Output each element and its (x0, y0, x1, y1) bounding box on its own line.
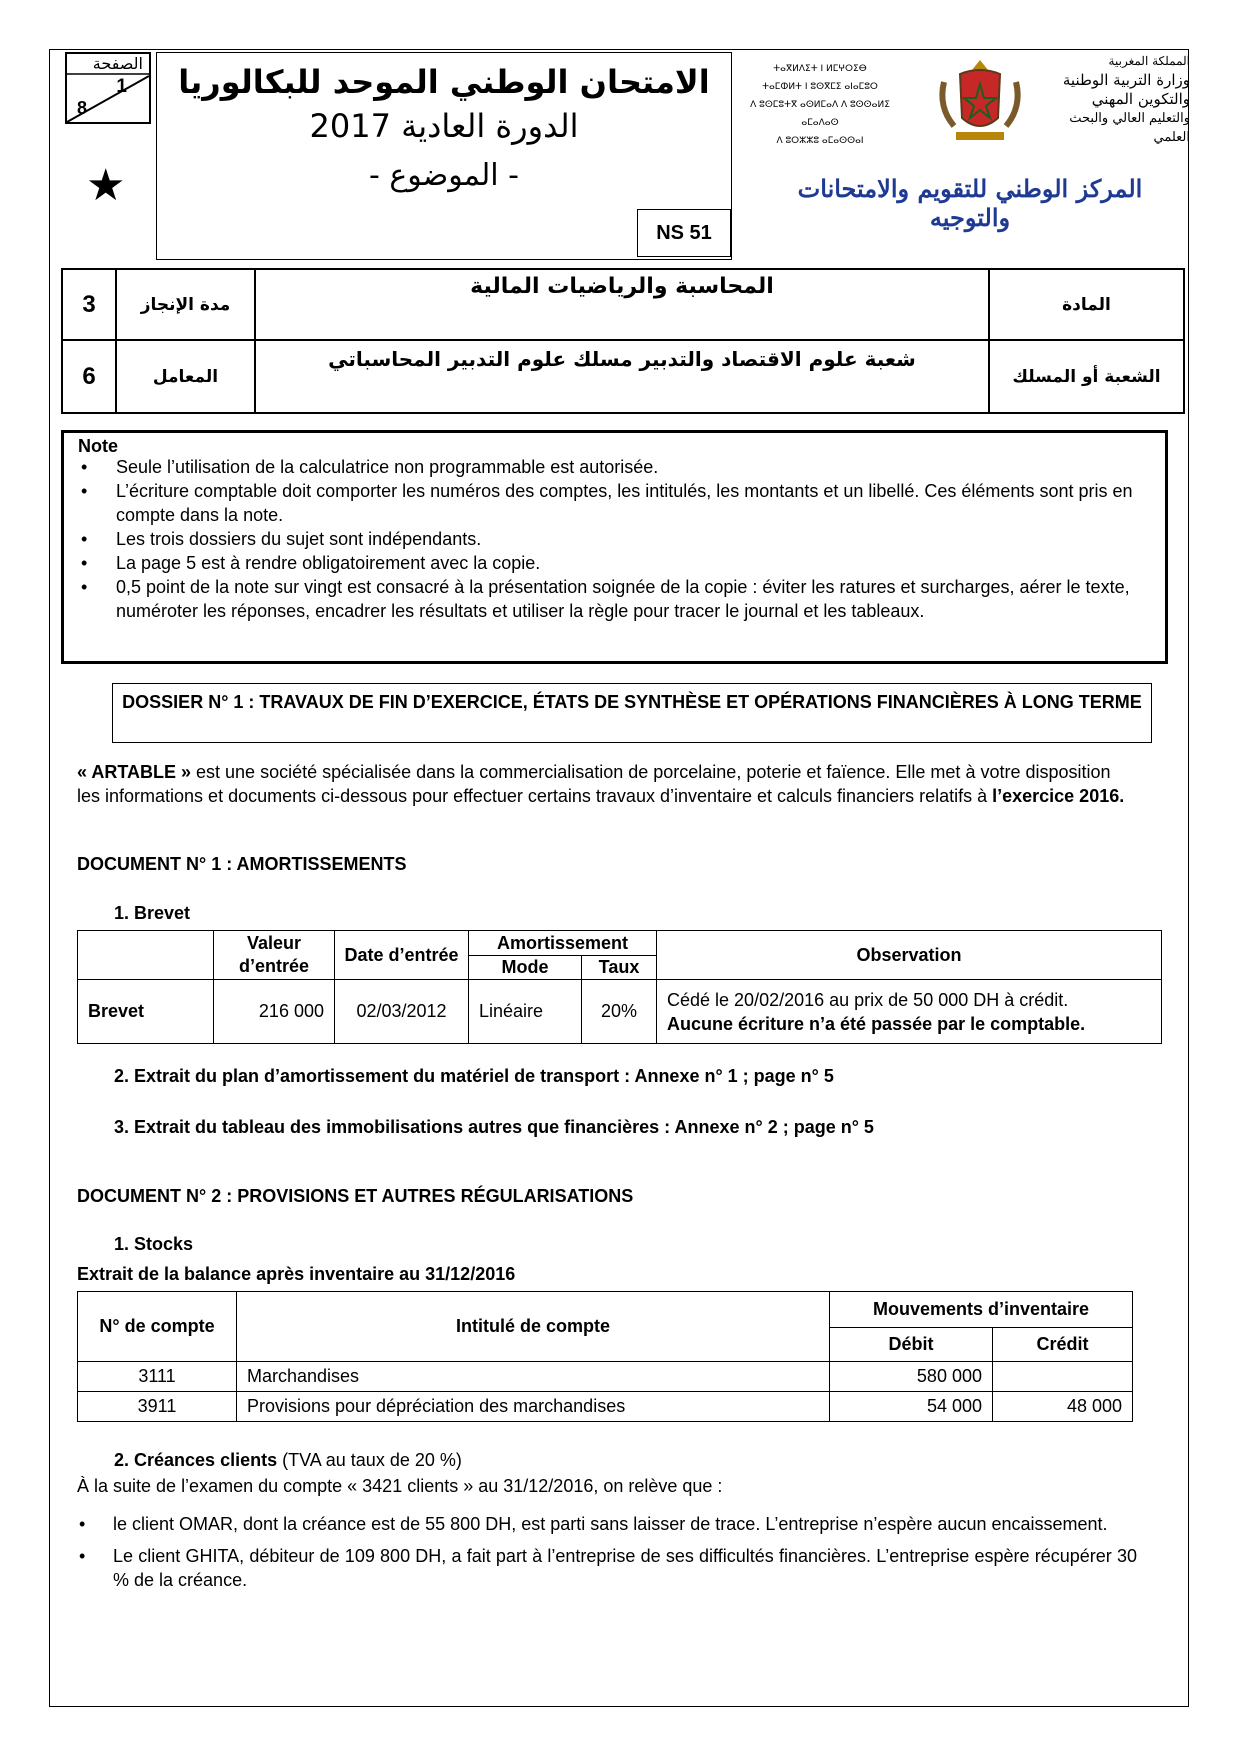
row-credit (993, 1362, 1133, 1392)
subject-label-cell: المادة (989, 269, 1184, 340)
observation-line-2: Aucune écriture n’a été passée par le comptable. (667, 1013, 1086, 1034)
intro-text: est une société spécialisée dans la commercialisation de porcelaine, poterie et faïence. Elle met à votre disposition les informations et documents ci-dessous pour effectuer certains travaux d’inventaire et calculs financiers relatifs à (77, 762, 1111, 806)
note-title: Note (78, 436, 118, 456)
observation-line-1: Cédé le 20/02/2016 au prix de 50 000 DH à crédit. (667, 989, 1069, 1010)
note-item: • Les trois dossiers du sujet sont indépendants. (78, 527, 1148, 551)
cell-mode: Linéaire (469, 980, 582, 1044)
tifinagh-line: ⴷ ⵓⵔⵣⵣⵓ ⴰⵎⴰⵙⵙⴰⵏ (776, 136, 864, 146)
brevet-table-corner (78, 931, 214, 980)
star-icon: ★ (86, 161, 126, 210)
cell-taux: 20% (582, 980, 657, 1044)
header-credit: Crédit (993, 1328, 1133, 1362)
header-observation: Observation (657, 931, 1162, 980)
exam-info-table (61, 268, 1185, 414)
creance-item: • Le client GHITA, débiteur de 109 800 DH, a fait part à l’entreprise de ses difficultés financières. L’entreprise espère récupérer 30 % de la créance. (77, 1544, 1137, 1592)
subject-label: - الموضوع - (369, 158, 519, 193)
page-number: 1 (116, 76, 127, 97)
doc1-item-1: 1. Brevet (114, 903, 191, 923)
duration-label: مدة الإنجاز (116, 269, 255, 340)
note-item: • 0,5 point de la note sur vingt est consacré à la présentation soignée de la copie : éviter les ratures et surcharges, aérer le texte, numéroter les réponses, encadrer les résultats et utiliser la règle pour tracer le journal et les tableaux. (78, 575, 1148, 623)
tifinagh-header (740, 60, 900, 150)
dossier-1-title: DOSSIER N° 1 : TRAVAUX DE FIN D’EXERCICE, ÉTATS DE SYNTHÈSE ET OPÉRATIONS FINANCIÈRES À LONG TERME (112, 683, 1152, 743)
branch-label: الشعبة أو المسلك (989, 340, 1184, 413)
header-intitule: Intitulé de compte (237, 1292, 830, 1362)
creances-list (77, 1512, 1137, 1592)
row-credit: 48 000 (993, 1392, 1133, 1422)
header-amortissement: Amortissement (469, 931, 657, 956)
row-brevet-label: Brevet (78, 980, 214, 1044)
ministry-header (1040, 52, 1190, 147)
header-valeur: Valeur d’entrée (214, 931, 335, 980)
creances-title: 2. Créances clients (114, 1450, 278, 1470)
branch-value: شعبة علوم الاقتصاد والتدبير مسلك علوم التدبير المحاسباتي (255, 340, 989, 413)
company-name: « ARTABLE » (77, 762, 192, 782)
ministry-line: وزارة التربية الوطنية (1062, 71, 1190, 89)
header-date: Date d’entrée (335, 931, 469, 980)
creance-item: • le client OMAR, dont la créance est de 55 800 DH, est parti sans laisser de trace. L’entreprise n’espère aucun encaissement. (77, 1512, 1137, 1536)
balance-title: Extrait de la balance après inventaire au 31/12/2016 (77, 1264, 516, 1284)
row-compte: 3111 (78, 1362, 237, 1392)
doc2-item-1: 1. Stocks (114, 1234, 194, 1254)
row-intitule: Marchandises (237, 1362, 830, 1392)
cell-valeur: 216 000 (214, 980, 335, 1044)
note-box (61, 430, 1168, 664)
balance-table (77, 1291, 1133, 1422)
row-debit: 580 000 (830, 1362, 993, 1392)
doc2-item-2 (114, 1448, 1174, 1472)
page-number-box (65, 52, 151, 124)
tifinagh-line: ⵜⴰⴳⵍⴷⵉⵜ ⵏ ⵍⵎⵖⵔⵉⴱ (773, 64, 867, 74)
center-name: المركز الوطني للتقويم والامتحانات والتوجيه (797, 174, 1143, 232)
header-debit: Débit (830, 1328, 993, 1362)
cell-date: 02/03/2012 (335, 980, 469, 1044)
brevet-table (77, 930, 1162, 1044)
header-compte: N° de compte (78, 1292, 237, 1362)
row-debit: 54 000 (830, 1392, 993, 1422)
row-compte: 3911 (78, 1392, 237, 1422)
subject-value: المحاسبة والرياضيات المالية (255, 269, 989, 340)
header-mode: Mode (469, 956, 582, 980)
cell-observation (657, 980, 1162, 1044)
creances-tva: (TVA au taux de 20 %) (277, 1450, 462, 1470)
duration-value: 3 (62, 269, 116, 340)
creances-intro: À la suite de l’examen du compte « 3421 clients » au 31/12/2016, on relève que : (77, 1476, 723, 1496)
header-taux: Taux (582, 956, 657, 980)
doc1-item-3: 3. Extrait du tableau des immobilisations autres que financières : Annexe n° 2 ; page n° 5 (114, 1117, 874, 1137)
doc1-item-2: 2. Extrait du plan d’amortissement du matériel de transport : Annexe n° 1 ; page n° 5 (114, 1066, 834, 1086)
intro-exercise: l’exercice 2016. (992, 786, 1125, 806)
exam-title: الامتحان الوطني الموحد للبكالوريا (178, 63, 710, 101)
ministry-line: والتعليم العالي والبحث العلمي (1069, 111, 1190, 145)
tifinagh-line: ⴷ ⵓⵙⵎⵓⵜⴳ ⴰⵙⵍⵎⴰⴷ ⴷ ⵓⵙⵙⴰⵍⵉ ⴰⵎⴰⴷⴰⵙ (750, 100, 890, 128)
page-label: الصفحة (92, 54, 143, 73)
document-2-title: DOCUMENT N° 2 : PROVISIONS ET AUTRES RÉGULARISATIONS (77, 1186, 634, 1206)
document-1-title: DOCUMENT N° 1 : AMORTISSEMENTS (77, 854, 407, 874)
page-total: 8 (77, 98, 88, 118)
intro-paragraph (77, 760, 1137, 808)
note-item: • Seule l’utilisation de la calculatrice non programmable est autorisée. (78, 455, 1148, 479)
ministry-line: والتكوين المهني (1091, 90, 1190, 108)
coef-label: المعامل (116, 340, 255, 413)
exam-code: NS 51 (637, 209, 731, 257)
note-item: • La page 5 est à rendre obligatoirement avec la copie. (78, 551, 1148, 575)
header-mouvements: Mouvements d’inventaire (830, 1292, 1133, 1328)
row-intitule: Provisions pour dépréciation des marchandises (237, 1392, 830, 1422)
exam-session: الدورة العادية 2017 (309, 107, 579, 145)
ministry-line: المملكة المغربية (1108, 54, 1190, 68)
tifinagh-line: ⵜⴰⵎⵀⵍⵜ ⵏ ⵓⵙⴳⵎⵉ ⴰⵏⴰⵎⵓⵔ (762, 82, 878, 92)
coef-value: 6 (62, 340, 116, 413)
note-item: • L’écriture comptable doit comporter les numéros des comptes, les intitulés, les montants et un libellé. Ces éléments sont pris en compte dans la note. (78, 479, 1148, 527)
note-list (78, 455, 1148, 623)
coat-of-arms-emblem (930, 52, 1030, 152)
